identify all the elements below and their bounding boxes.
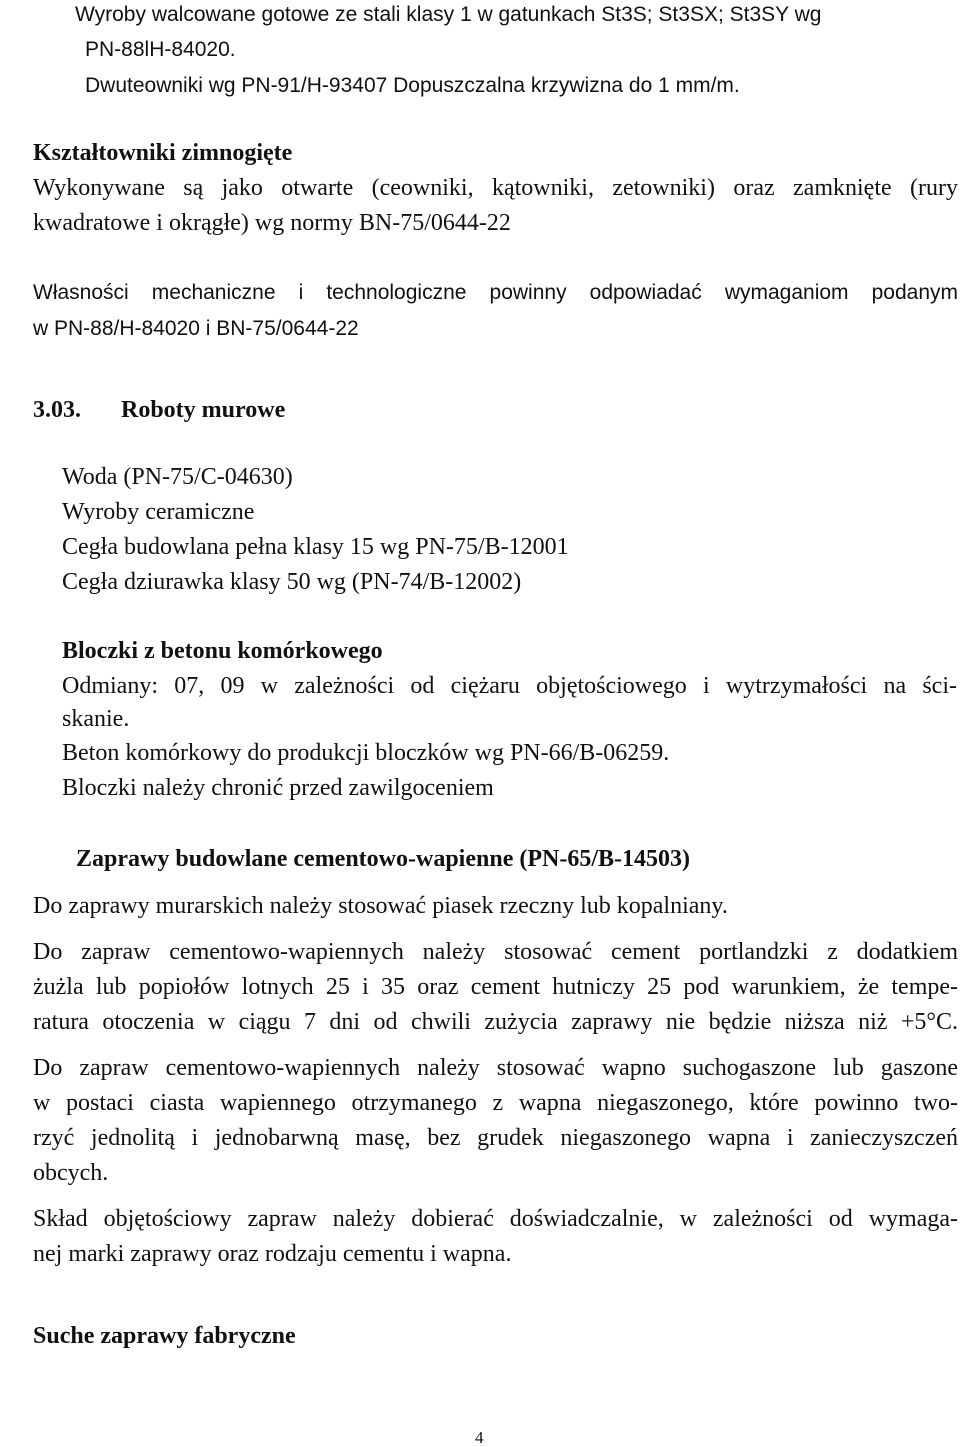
text-line: obcych. [33,1160,109,1186]
page-number: 4 [475,1428,484,1447]
text-line: Bloczki należy chronić przed zawilgoceniem [62,775,494,801]
text-line: Do zapraw cementowo-wapiennych należy stosować cement portlandzki z dodatkiem [33,939,958,965]
text-line: Do zaprawy murarskich należy stosować piasek rzeczny lub kopalniany. [33,893,728,919]
text-line: w postaci ciasta wapiennego otrzymanego z wapna niegaszonego, które powinno two- [33,1090,958,1116]
text-line: Odmiany: 07, 09 w zależności od ciężaru objętościowego i wytrzymałości na ści- [62,673,957,699]
subsection-heading: Zaprawy budowlane cementowo-wapienne (PN-65/B-14503) [76,846,690,872]
text-line: Wyroby walcowane gotowe ze stali klasy 1 w gatunkach St3S; St3SX; St3SY wg [75,3,822,26]
text-line: nej marki zaprawy oraz rodzaju cementu i wapna. [33,1241,512,1267]
text-line: skanie. [62,706,130,732]
text-line: Wyroby ceramiczne [62,499,255,525]
section-number: 3.03. [33,397,81,423]
text-line: Cegła budowlana pełna klasy 15 wg PN-75/B-12001 [62,534,569,560]
text-line: w PN-88/H-84020 i BN-75/0644-22 [33,317,359,340]
text-line: kwadratowe i okrągłe) wg normy BN-75/0644-22 [33,210,511,236]
text-line: ratura otoczenia w ciągu 7 dni od chwili zużycia zaprawy nie będzie niższa niż +5°C. [33,1009,958,1035]
text-line: Beton komórkowy do produkcji bloczków wg PN-66/B-06259. [62,740,670,766]
section-heading: Kształtowniki zimnogięte [33,140,293,166]
text-line: PN-88lH-84020. [85,38,236,61]
section-title: Roboty murowe [121,397,286,423]
text-line: Wykonywane są jako otwarte (ceowniki, kątowniki, zetowniki) oraz zamknięte (rury [33,175,958,201]
text-line: Woda (PN-75/C-04630) [62,464,293,490]
text-line: żużla lub popiołów lotnych 25 i 35 oraz cement hutniczy 25 pod warunkiem, że tempe- [33,974,958,1000]
text-line: Do zapraw cementowo-wapiennych należy stosować wapno suchogaszone lub gaszone [33,1055,958,1081]
text-line: Dwuteowniki wg PN-91/H-93407 Dopuszczalna krzywizna do 1 mm/m. [85,74,740,97]
text-line: Cegła dziurawka klasy 50 wg (PN-74/B-12002) [62,569,522,595]
text-line: Własności mechaniczne i technologiczne powinny odpowiadać wymaganiom podanym [33,281,958,304]
text-line: rzyć jednolitą i jednobarwną masę, bez grudek niegaszonego wapna i zanieczyszczeń [33,1125,958,1151]
text-line: Skład objętościowy zapraw należy dobierać doświadczalnie, w zależności od wymaga- [33,1206,958,1232]
subsection-heading: Bloczki z betonu komórkowego [62,638,383,664]
subsection-heading: Suche zaprawy fabryczne [33,1323,296,1349]
